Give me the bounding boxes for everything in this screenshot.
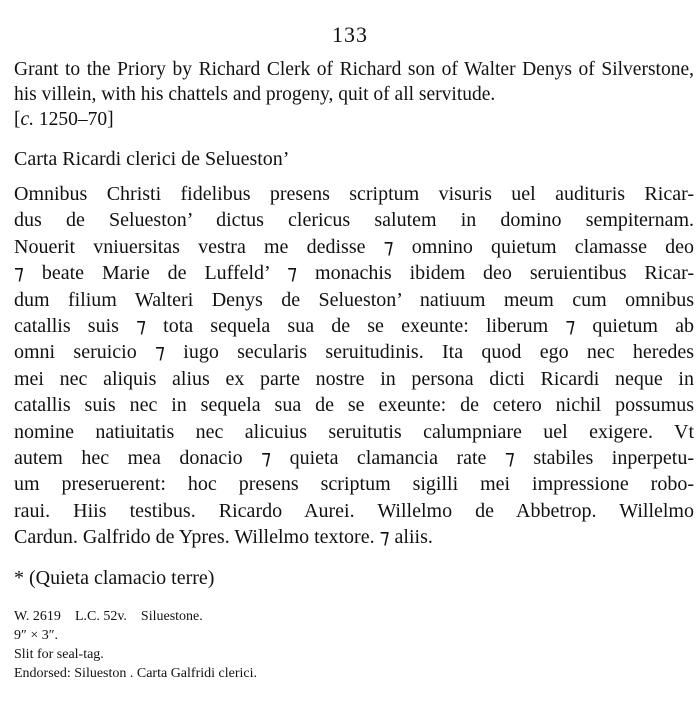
charter-title: Carta Ricardi clerici de Selueston’	[14, 148, 290, 170]
charter-line: dus de Selueston’ dictus clericus salutem in domino sempiternam.	[14, 209, 694, 232]
charter-text	[14, 181, 694, 550]
archival-reference-row	[14, 607, 674, 626]
endorsed-note: Endorsed: Silueston . Carta Galfridi clerici.	[14, 666, 257, 681]
charter-line: Omnibus Christi fidelibus presens scriptum visuris uel audituris Ricar-	[14, 183, 694, 205]
charter-line: Cardun. Galfrido de Ypres. Willelmo textore. ⁊ aliis.	[14, 526, 433, 549]
charter-line: omni seruicio ⁊ iugo secularis seruitudinis. Ita quod ego nec heredes	[14, 341, 694, 364]
archival-notes	[14, 607, 674, 683]
archive-reference: W. 2619	[14, 609, 61, 624]
charter-line: catallis suis ⁊ tota sequela sua de se exeunte: liberum ⁊ quietum ab	[14, 314, 694, 337]
cartulary-reference: L.C. 52v.	[74, 609, 127, 624]
seal-note: Slit for seal-tag.	[14, 647, 104, 662]
charter-line: ⁊ beate Marie de Luffeld’ ⁊ monachis ibidem deo seruientibus Ricar-	[14, 262, 694, 285]
date-open: [	[14, 109, 21, 130]
charter-line: mei nec aliquis alius ex parte nostre in persona dicti Ricardi neque in	[14, 367, 694, 390]
summary-text: Grant to the Priory by Richard Clerk of Richard son of Walter Denys of Silverstone, his villein, with his chattels and progeny, quit of all servitude.	[14, 59, 694, 105]
charter-line: raui. Hiis testibus. Ricardo Aurei. Willelmo de Abbetrop. Willelmo	[14, 499, 694, 522]
document-size: 9″ × 3″.	[14, 628, 59, 643]
date-circa: c.	[20, 109, 35, 130]
charter-line: Nouerit vniuersitas vestra me dedisse ⁊ omnino quietum clamasse deo	[14, 235, 694, 258]
date-range: 1250–70]	[34, 109, 114, 130]
charter-line: dum filium Walteri Denys de Selueston’ natiuum meum cum omnibus	[14, 288, 694, 311]
charter-line: autem hec mea donacio ⁊ quieta clamancia rate ⁊ stabiles inperpetu-	[14, 446, 694, 469]
english-summary	[14, 57, 694, 132]
archival-place: Siluestone.	[140, 609, 203, 624]
date-note	[14, 107, 694, 132]
charter-line: catallis suis nec in sequela sua de se exeunte: de cetero nichil possumus	[14, 394, 694, 417]
document-number: 133	[332, 22, 368, 47]
endorsement-note: * (Quieta clamacio terre)	[14, 567, 215, 589]
charter-line: um preseruerent: hoc presens scriptum sigilli mei impressione robo-	[14, 473, 694, 496]
charter-line: nomine natiuitatis nec alicuius seruitutis calumpniare uel exigere. Vt	[14, 420, 694, 443]
